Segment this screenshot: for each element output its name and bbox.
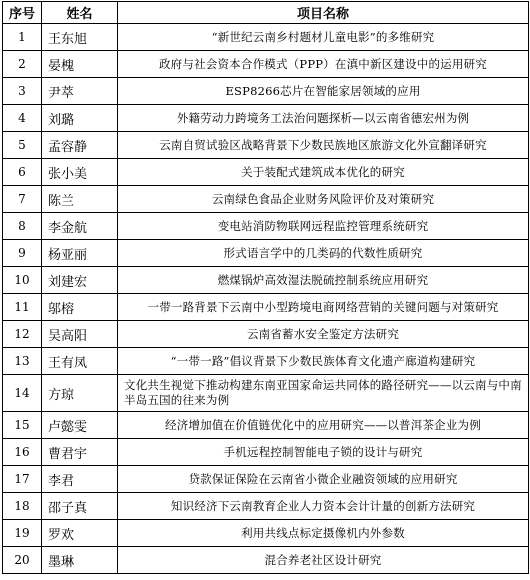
row-no: 17: [3, 466, 42, 493]
table-row: [3, 267, 529, 294]
row-title: 经济增加值在价值链优化中的应用研究——以普洱茶企业为例: [118, 412, 529, 439]
row-name: 杨亚丽: [42, 240, 118, 267]
row-title: 手机远程控制智能电子锁的设计与研究: [118, 439, 529, 466]
table-row: [3, 78, 529, 105]
row-title: 云南绿色食品企业财务风险评价及对策研究: [118, 186, 529, 213]
row-no: 12: [3, 321, 42, 348]
row-no: 8: [3, 213, 42, 240]
row-name: 李君: [42, 466, 118, 493]
row-no: 11: [3, 294, 42, 321]
row-no: 4: [3, 105, 42, 132]
row-name: 晏槐: [42, 51, 118, 78]
table-row: [3, 375, 529, 412]
table-row: [3, 105, 529, 132]
row-name: 王东旭: [42, 24, 118, 51]
row-title: 变电站消防物联网远程监控管理系统研究: [118, 213, 529, 240]
table-row: [3, 321, 529, 348]
row-name: 墨琳: [42, 547, 118, 574]
row-no: 7: [3, 186, 42, 213]
row-title: 外籍劳动力跨境务工法治问题探析—以云南省德宏州为例: [118, 105, 529, 132]
table-row: [3, 294, 529, 321]
row-no: 16: [3, 439, 42, 466]
row-name: 邬榕: [42, 294, 118, 321]
table-body: [3, 24, 529, 574]
row-no: 14: [3, 375, 42, 412]
row-title: 知识经济下云南教育企业人力资本会计计量的创新方法研究: [118, 493, 529, 520]
table-row: [3, 132, 529, 159]
row-name: 李金航: [42, 213, 118, 240]
row-no: 9: [3, 240, 42, 267]
header-title: 项目名称: [118, 2, 529, 24]
row-no: 18: [3, 493, 42, 520]
row-title: 文化共生视觉下推动构建东南亚国家命运共同体的路径研究——以云南与中南半岛五国的往来为例: [118, 375, 529, 412]
row-no: 6: [3, 159, 42, 186]
header-no: 序号: [3, 2, 42, 24]
table-row: [3, 159, 529, 186]
table-row: [3, 493, 529, 520]
table-row: [3, 439, 529, 466]
row-name: 曹君宇: [42, 439, 118, 466]
row-title: 利用共线点标定摄像机内外参数: [118, 520, 529, 547]
row-no: 20: [3, 547, 42, 574]
row-name: 孟容静: [42, 132, 118, 159]
table-row: [3, 520, 529, 547]
row-title: 政府与社会资本合作模式（PPP）在滇中新区建设中的运用研究: [118, 51, 529, 78]
row-name: 罗欢: [42, 520, 118, 547]
table-row: [3, 348, 529, 375]
row-no: 5: [3, 132, 42, 159]
row-no: 1: [3, 24, 42, 51]
row-name: 卢懿雯: [42, 412, 118, 439]
header-name: 姓名: [42, 2, 118, 24]
row-name: 陈兰: [42, 186, 118, 213]
row-title: 云南自贸试验区战略背景下少数民族地区旅游文化外宣翻译研究: [118, 132, 529, 159]
row-title: 关于装配式建筑成本优化的研究: [118, 159, 529, 186]
row-title: ESP8266芯片在智能家居领域的应用: [118, 78, 529, 105]
table-row: [3, 186, 529, 213]
row-name: 尹萃: [42, 78, 118, 105]
table-row: [3, 240, 529, 267]
row-no: 2: [3, 51, 42, 78]
row-name: 张小美: [42, 159, 118, 186]
row-no: 3: [3, 78, 42, 105]
table-row: [3, 213, 529, 240]
row-title: 燃煤锅炉高效湿法脱硫控制系统应用研究: [118, 267, 529, 294]
row-no: 13: [3, 348, 42, 375]
row-name: 刘璐: [42, 105, 118, 132]
row-name: 吴高阳: [42, 321, 118, 348]
table-row: [3, 412, 529, 439]
row-name: 王有凤: [42, 348, 118, 375]
row-no: 19: [3, 520, 42, 547]
row-title: 一带一路背景下云南中小型跨境电商网络营销的关键问题与对策研究: [118, 294, 529, 321]
table-row: [3, 547, 529, 574]
table-header-row: [3, 2, 529, 24]
table-row: [3, 24, 529, 51]
row-title: 贷款保证保险在云南省小微企业融资领域的应用研究: [118, 466, 529, 493]
row-name: 邵子真: [42, 493, 118, 520]
row-name: 方琼: [42, 375, 118, 412]
table-row: [3, 51, 529, 78]
row-no: 10: [3, 267, 42, 294]
table-row: [3, 466, 529, 493]
row-title: “一带一路”倡议背景下少数民族体育文化遗产廊道构建研究: [118, 348, 529, 375]
row-title: 混合养老社区设计研究: [118, 547, 529, 574]
row-name: 刘建宏: [42, 267, 118, 294]
row-no: 15: [3, 412, 42, 439]
row-title: “新世纪云南乡村题材儿童电影”的多维研究: [118, 24, 529, 51]
row-title: 云南省蓄水安全鉴定方法研究: [118, 321, 529, 348]
project-table: [2, 1, 529, 574]
row-title: 形式语言学中的几类码的代数性质研究: [118, 240, 529, 267]
